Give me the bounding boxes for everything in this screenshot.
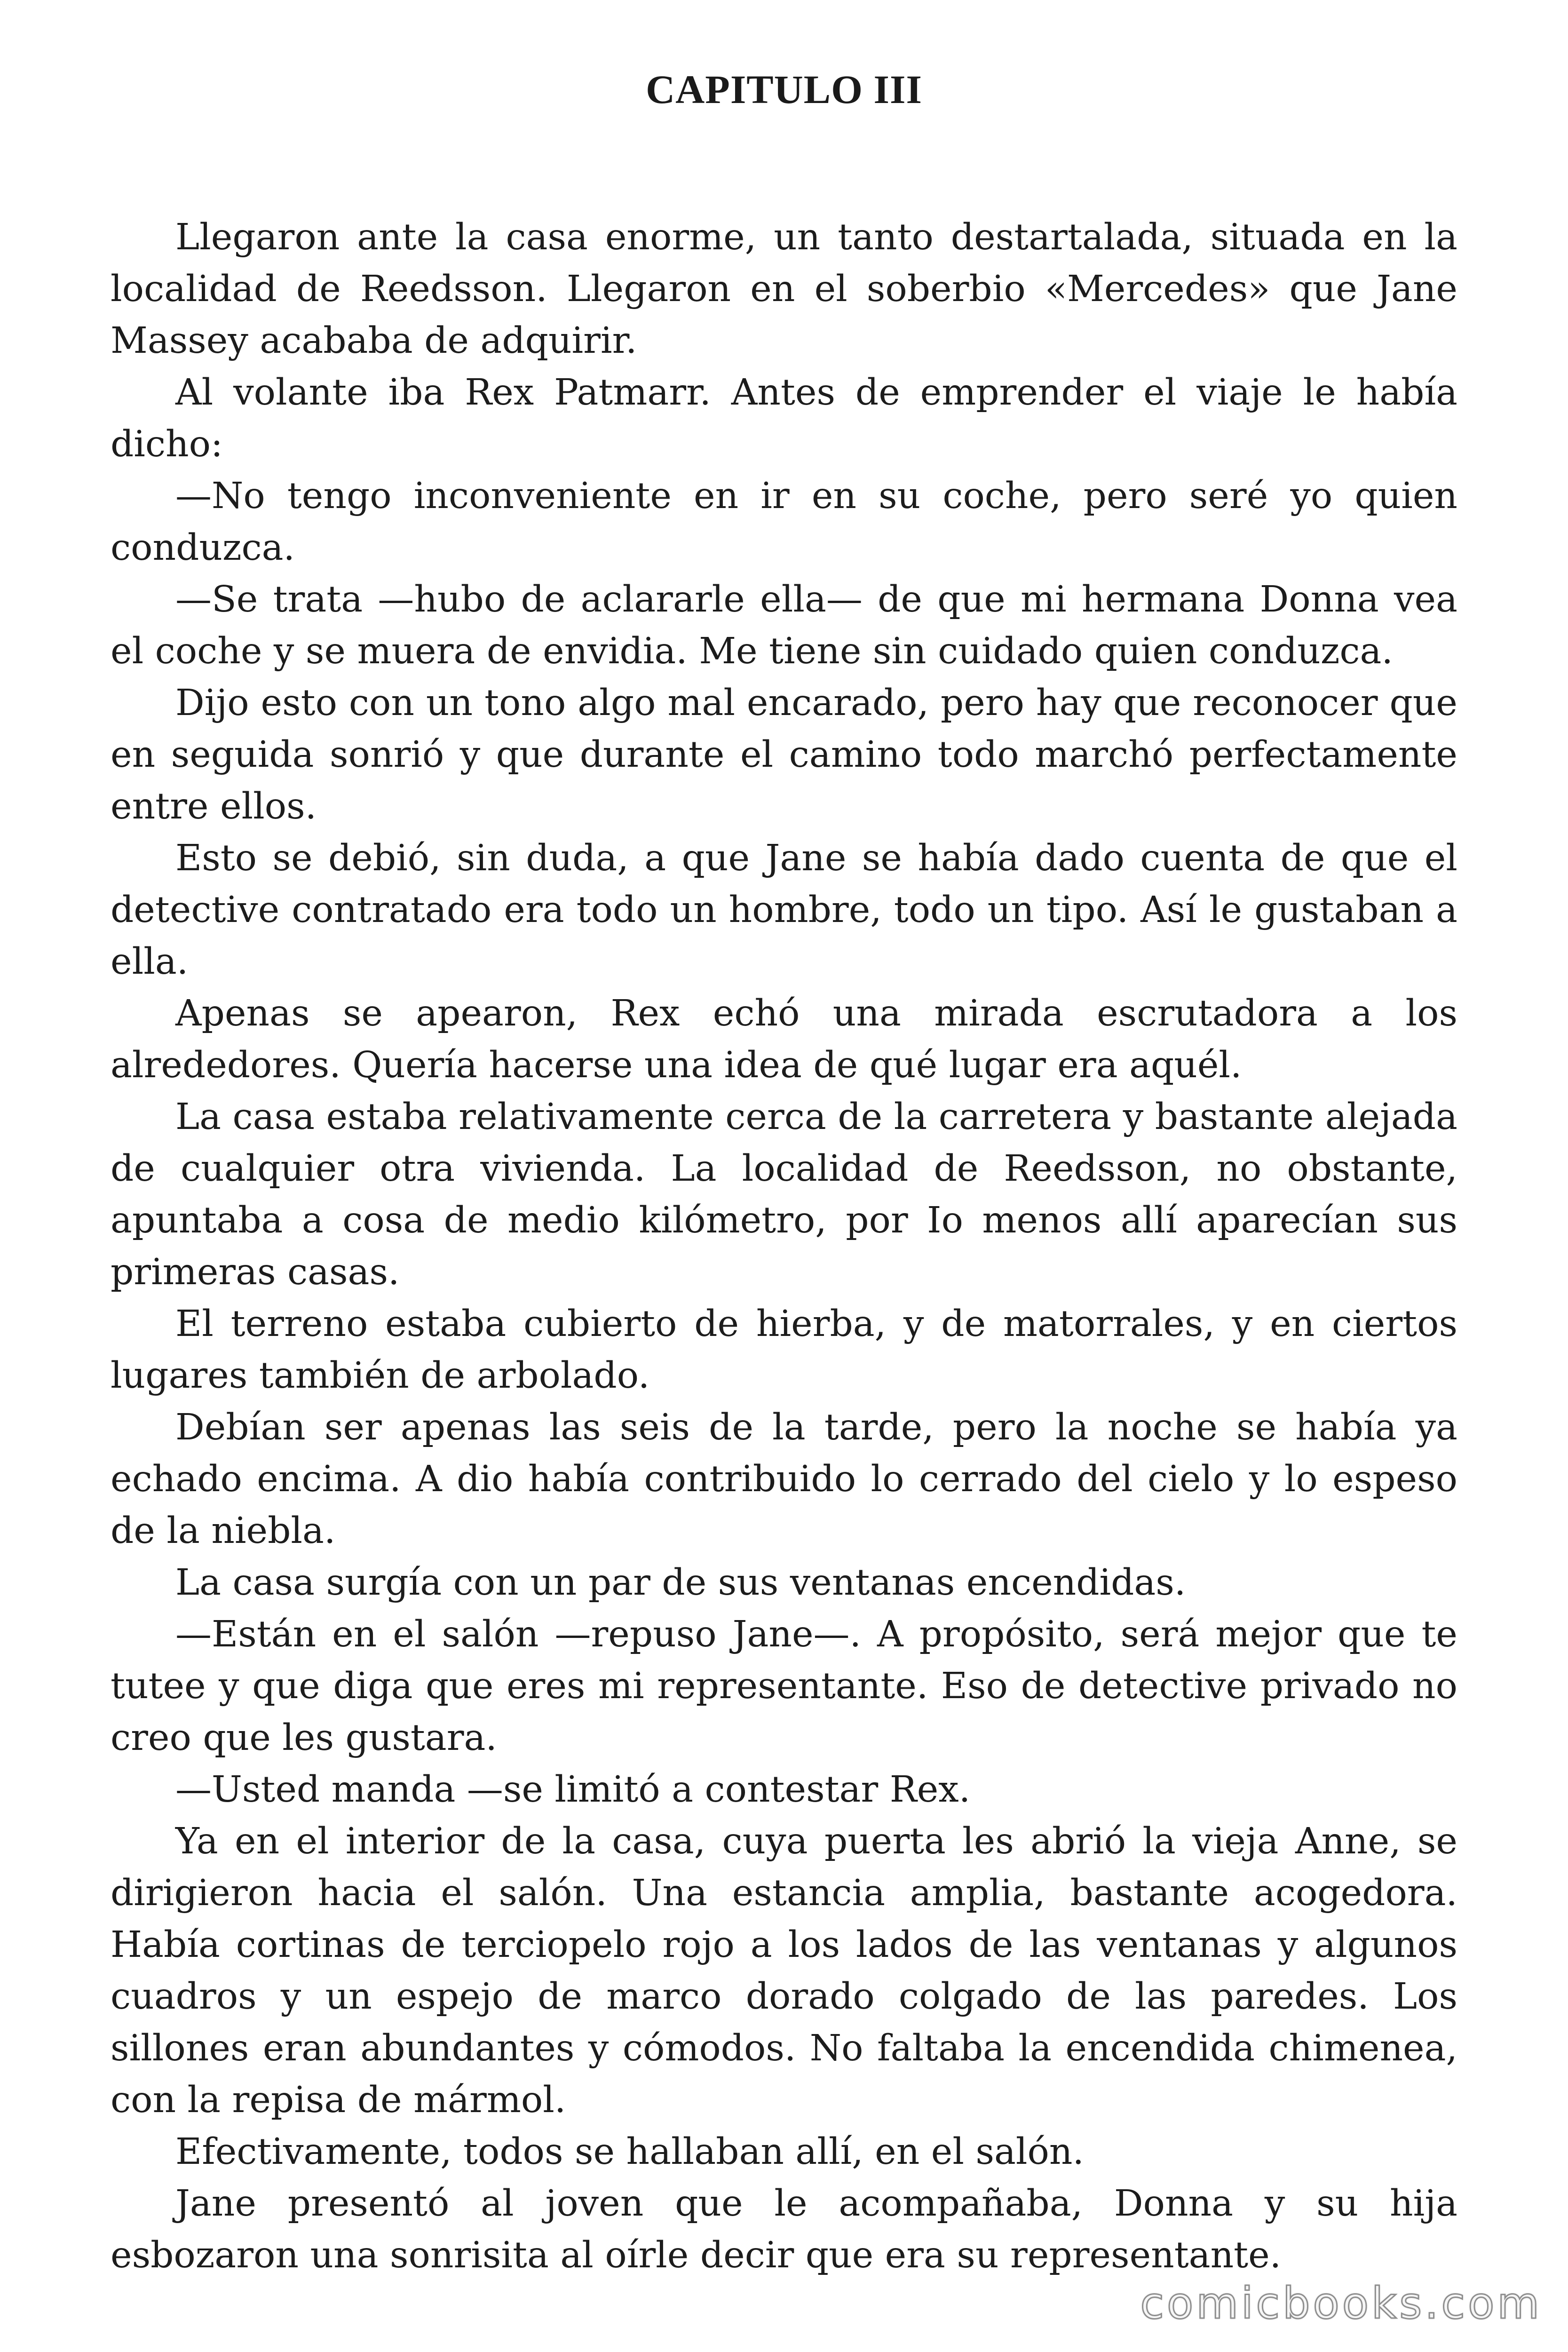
chapter-title: CAPITULO III: [646, 67, 922, 112]
paragraph: —Usted manda —se limitó a contestar Rex.: [175, 1769, 971, 1811]
paragraph: —Están en el salón —repuso Jane—. A propósito, será mejor que te tutee y que diga que eres mi representante. Eso de detective privado no creo que les gustara.: [111, 1613, 1457, 1759]
chapter-body: [111, 212, 1457, 2281]
paragraph: Apenas se apearon, Rex echó una mirada escrutadora a los alrededores. Quería hacerse una idea de qué lugar era aquél.: [111, 993, 1457, 1086]
paragraph: —No tengo inconveniente en ir en su coche, pero seré yo quien conduzca.: [111, 475, 1457, 569]
paragraph: Esto se debió, sin duda, a que Jane se había dado cuenta de que el detective contratado era todo un hombre, todo un tipo. Así le gustaban a ella.: [111, 837, 1457, 983]
paragraph: El terreno estaba cubierto de hierba, y de matorrales, y en ciertos lugares también de arbolado.: [111, 1303, 1457, 1397]
paragraph: Efectivamente, todos se hallaban allí, en el salón.: [175, 2131, 1084, 2173]
paragraph: Jane presentó al joven que le acompañaba, Donna y su hija esbozaron una sonrisita al oírle decir que era su representante.: [111, 2183, 1457, 2276]
paragraph: Ya en el interior de la casa, cuya puerta les abrió la vieja Anne, se dirigieron hacia el salón. Una estancia amplia, bastante acogedora. Había cortinas de terciopelo rojo a los lados de las ventanas y algunos cuadros y un espejo de marco dorado colgado de las paredes. Los sillones eran abundantes y cómodos. No faltaba la encendida chimenea, con la repisa de mármol.: [111, 1820, 1457, 2121]
paragraph: La casa estaba relativamente cerca de la carretera y bastante alejada de cualquier otra vivienda. La localidad de Reedsson, no obstante, apuntaba a cosa de medio kilómetro, por Io menos allí aparecían sus primeras casas.: [111, 1096, 1457, 1293]
paragraph: Al volante iba Rex Patmarr. Antes de emprender el viaje le había dicho:: [111, 372, 1457, 465]
paragraph: Debían ser apenas las seis de la tarde, pero la noche se había ya echado encima. A dio había contribuido lo cerrado del cielo y lo espeso de la niebla.: [111, 1406, 1457, 1552]
paragraph: La casa surgía con un par de sus ventanas encendidas.: [175, 1562, 1186, 1604]
site-watermark: comicbooks.com: [1140, 2278, 1542, 2328]
paragraph: Dijo esto con un tono algo mal encarado, pero hay que reconocer que en seguida sonrió y que durante el camino todo marchó perfectamente entre ellos.: [111, 682, 1457, 827]
paragraph: Llegaron ante la casa enorme, un tanto destartalada, situada en la localidad de Reedsson. Llegaron en el soberbio «Mercedes» que Jane Massey acababa de adquirir.: [111, 216, 1457, 362]
paragraph: —Se trata —hubo de aclararle ella— de que mi hermana Donna vea el coche y se muera de envidia. Me tiene sin cuidado quien conduzca.: [111, 579, 1457, 672]
